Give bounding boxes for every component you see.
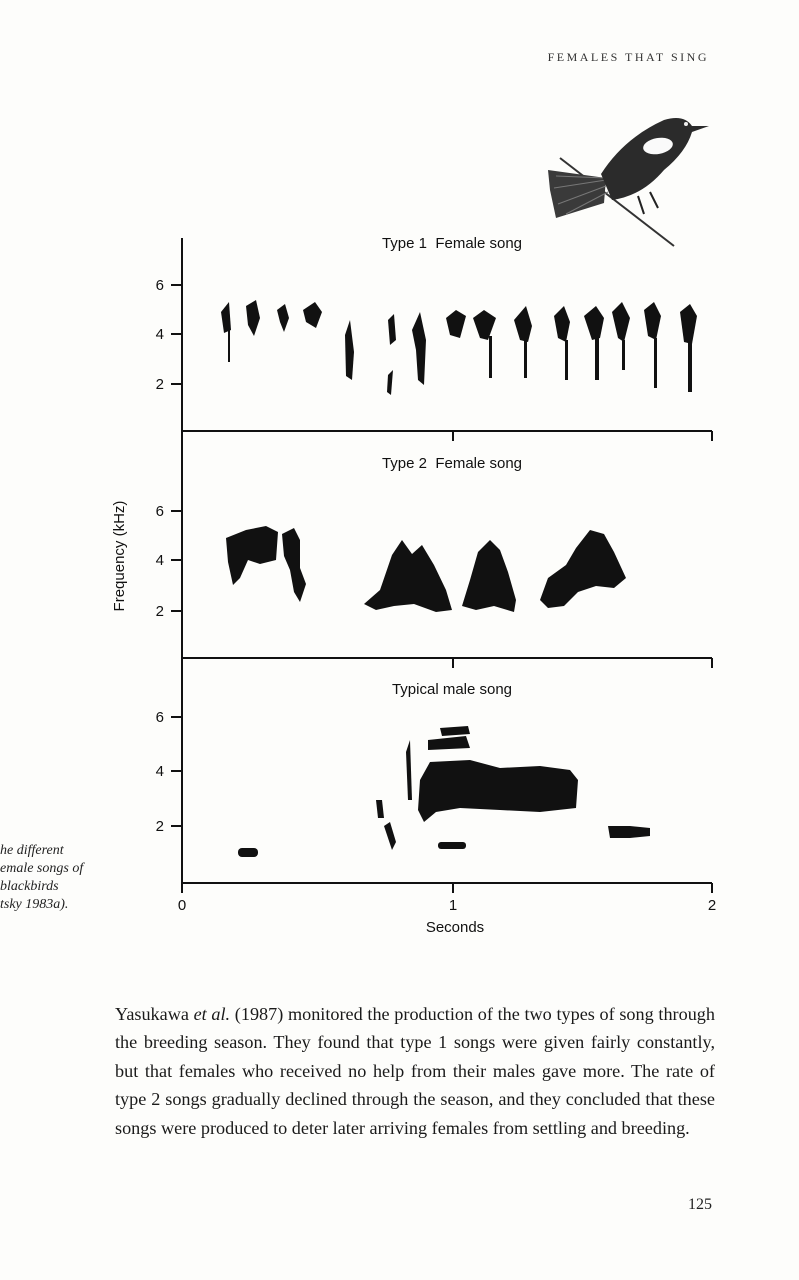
panel-2-title: Type 2 Female song	[381, 455, 523, 472]
caption-line: he different	[0, 843, 64, 858]
page-number: 125	[688, 1196, 712, 1213]
type1-syllables	[221, 300, 697, 395]
male-song-elements	[238, 726, 650, 857]
body-text-start: Yasukawa	[115, 1004, 194, 1024]
y-tick-label: 4	[155, 763, 164, 780]
body-text-rest: (1987) monitored the production of the two types of song through the breeding season. They found that type 1 songs were given fairly constantly, but that females who received no help from their males gave more. The rate of type 2 songs gradually declined through the season, and they concluded that these songs were produced to deter later arriving females from settling and breeding.	[115, 1004, 715, 1138]
panel-1-title: Type 1 Female song	[381, 235, 523, 252]
y-tick-label: 2	[155, 603, 164, 620]
caption-line: emale songs of	[0, 861, 84, 876]
caption-line: blackbirds	[0, 879, 59, 894]
running-head: FEMALES THAT SING	[547, 50, 709, 64]
type2-syllables	[226, 526, 626, 612]
body-text-italic: et al.	[193, 1004, 231, 1024]
y-axis-label: Frequency (kHz)	[111, 500, 128, 612]
y-tick-label: 4	[155, 326, 164, 343]
y-tick-label: 6	[155, 277, 164, 294]
x-tick-label: 1	[448, 897, 458, 914]
body-paragraph	[115, 1000, 715, 1142]
y-tick-label: 6	[155, 709, 164, 726]
y-tick-label: 4	[155, 552, 164, 569]
figure-caption	[0, 842, 120, 914]
x-axis-label: Seconds	[425, 919, 485, 936]
y-tick-label: 2	[155, 376, 164, 393]
panel-3-title: Typical male song	[391, 681, 513, 698]
y-tick-label: 6	[155, 503, 164, 520]
x-tick-label: 0	[177, 897, 187, 914]
x-tick-label: 2	[707, 897, 717, 914]
y-tick-label: 2	[155, 818, 164, 835]
caption-line: tsky 1983a).	[0, 897, 69, 912]
